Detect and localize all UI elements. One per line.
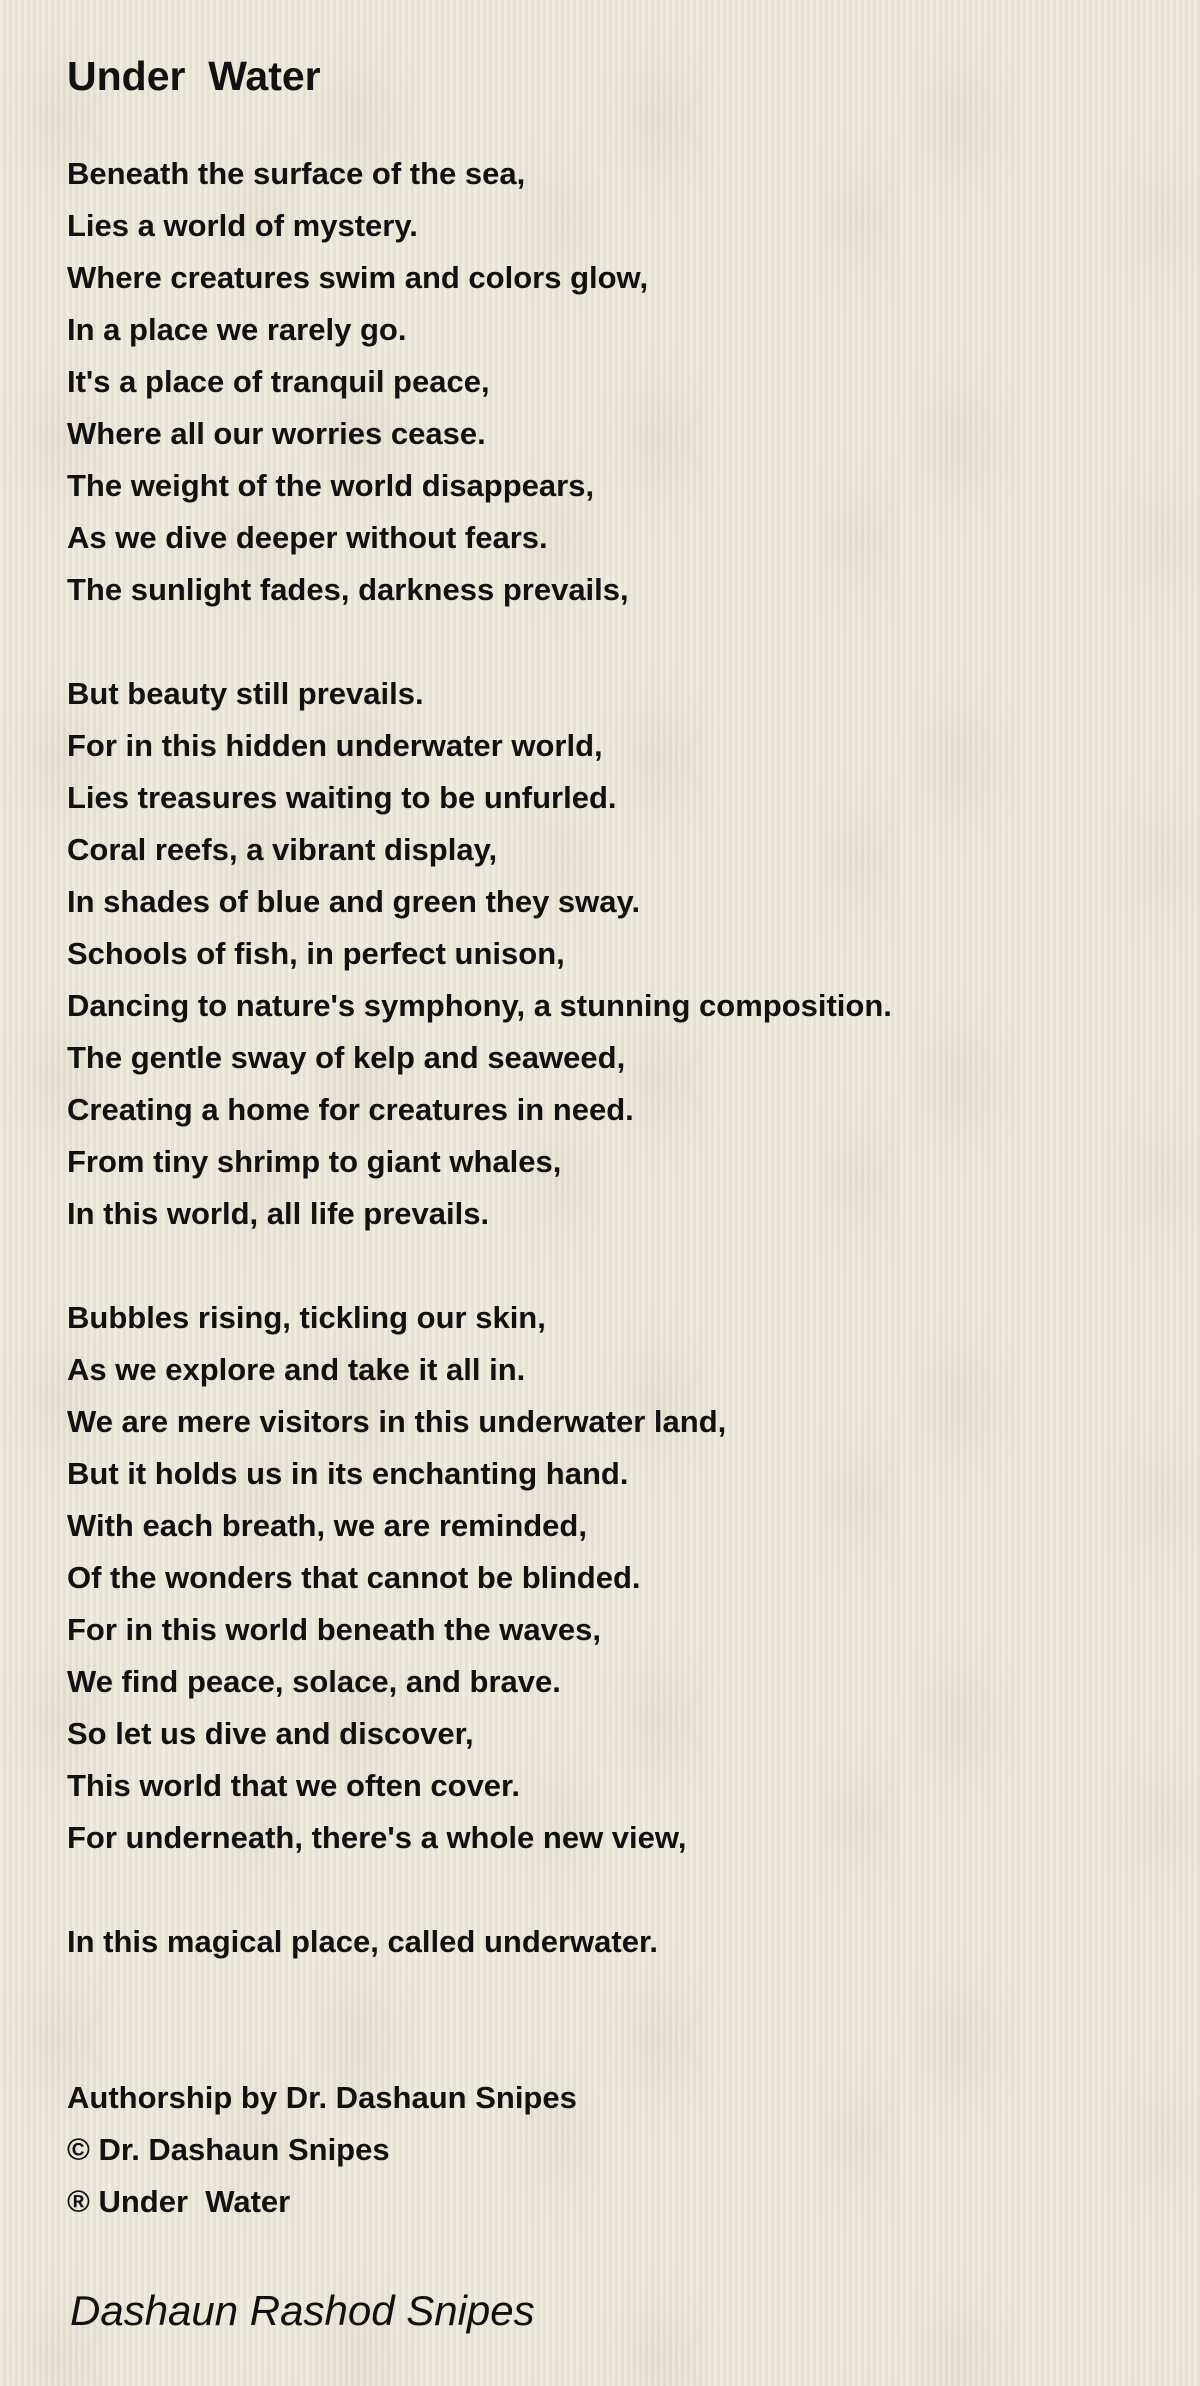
poem-line: Creating a home for creatures in need. [67, 1092, 634, 1127]
poem-line: In a place we rarely go. [67, 312, 407, 347]
poem-line: Beneath the surface of the sea, [67, 156, 526, 191]
stanza-break [67, 1240, 892, 1292]
poem-line: Coral reefs, a vibrant display, [67, 832, 498, 867]
copyright-line: © Dr. Dashaun Snipes [67, 2132, 390, 2167]
poem-line: With each breath, we are reminded, [67, 1508, 587, 1543]
poem-line: Where all our worries cease. [67, 416, 486, 451]
author-signature: Dashaun Rashod Snipes [70, 2287, 535, 2334]
poem-line: As we dive deeper without fears. [67, 520, 548, 555]
poem-line: As we explore and take it all in. [67, 1352, 526, 1387]
poem-line: But it holds us in its enchanting hand. [67, 1456, 629, 1491]
stanza-4 [67, 1916, 892, 1968]
poem-line: Lies a world of mystery. [67, 208, 418, 243]
poem-line: The weight of the world disappears, [67, 468, 595, 503]
poem-line: So let us dive and discover, [67, 1716, 474, 1751]
poem-line: In this world, all life prevails. [67, 1196, 490, 1231]
registered-line: ® Under Water [67, 2184, 291, 2219]
poem-line: From tiny shrimp to giant whales, [67, 1144, 562, 1179]
poem-line: For in this world beneath the waves, [67, 1612, 601, 1647]
poem-line: For in this hidden underwater world, [67, 728, 603, 763]
poem-body [67, 148, 892, 1968]
poem-line: The gentle sway of kelp and seaweed, [67, 1040, 626, 1075]
credits [67, 2072, 577, 2228]
poem-line: Dancing to nature's symphony, a stunning composition. [67, 988, 892, 1023]
poem-title: Under Water [67, 53, 321, 99]
poem-line: It's a place of tranquil peace, [67, 364, 490, 399]
poem-line: In this magical place, called underwater. [67, 1924, 658, 1959]
poem-line: Schools of fish, in perfect unison, [67, 936, 565, 971]
poem-line: Bubbles rising, tickling our skin, [67, 1300, 546, 1335]
poem-line: But beauty still prevails. [67, 676, 424, 711]
stanza-break [67, 1864, 892, 1916]
poem-line: Where creatures swim and colors glow, [67, 260, 649, 295]
poem-line: We are mere visitors in this underwater land, [67, 1404, 727, 1439]
poem-line: In shades of blue and green they sway. [67, 884, 641, 919]
stanza-3 [67, 1292, 892, 1864]
stanza-break [67, 616, 892, 668]
poem-line: Lies treasures waiting to be unfurled. [67, 780, 617, 815]
poem-line: For underneath, there's a whole new view, [67, 1820, 687, 1855]
stanza-1 [67, 148, 892, 616]
poem-line: This world that we often cover. [67, 1768, 521, 1803]
poem-line: We find peace, solace, and brave. [67, 1664, 561, 1699]
stanza-2 [67, 668, 892, 1240]
authorship-line: Authorship by Dr. Dashaun Snipes [67, 2080, 577, 2115]
poem-line: The sunlight fades, darkness prevails, [67, 572, 629, 607]
poem-line: Of the wonders that cannot be blinded. [67, 1560, 641, 1595]
